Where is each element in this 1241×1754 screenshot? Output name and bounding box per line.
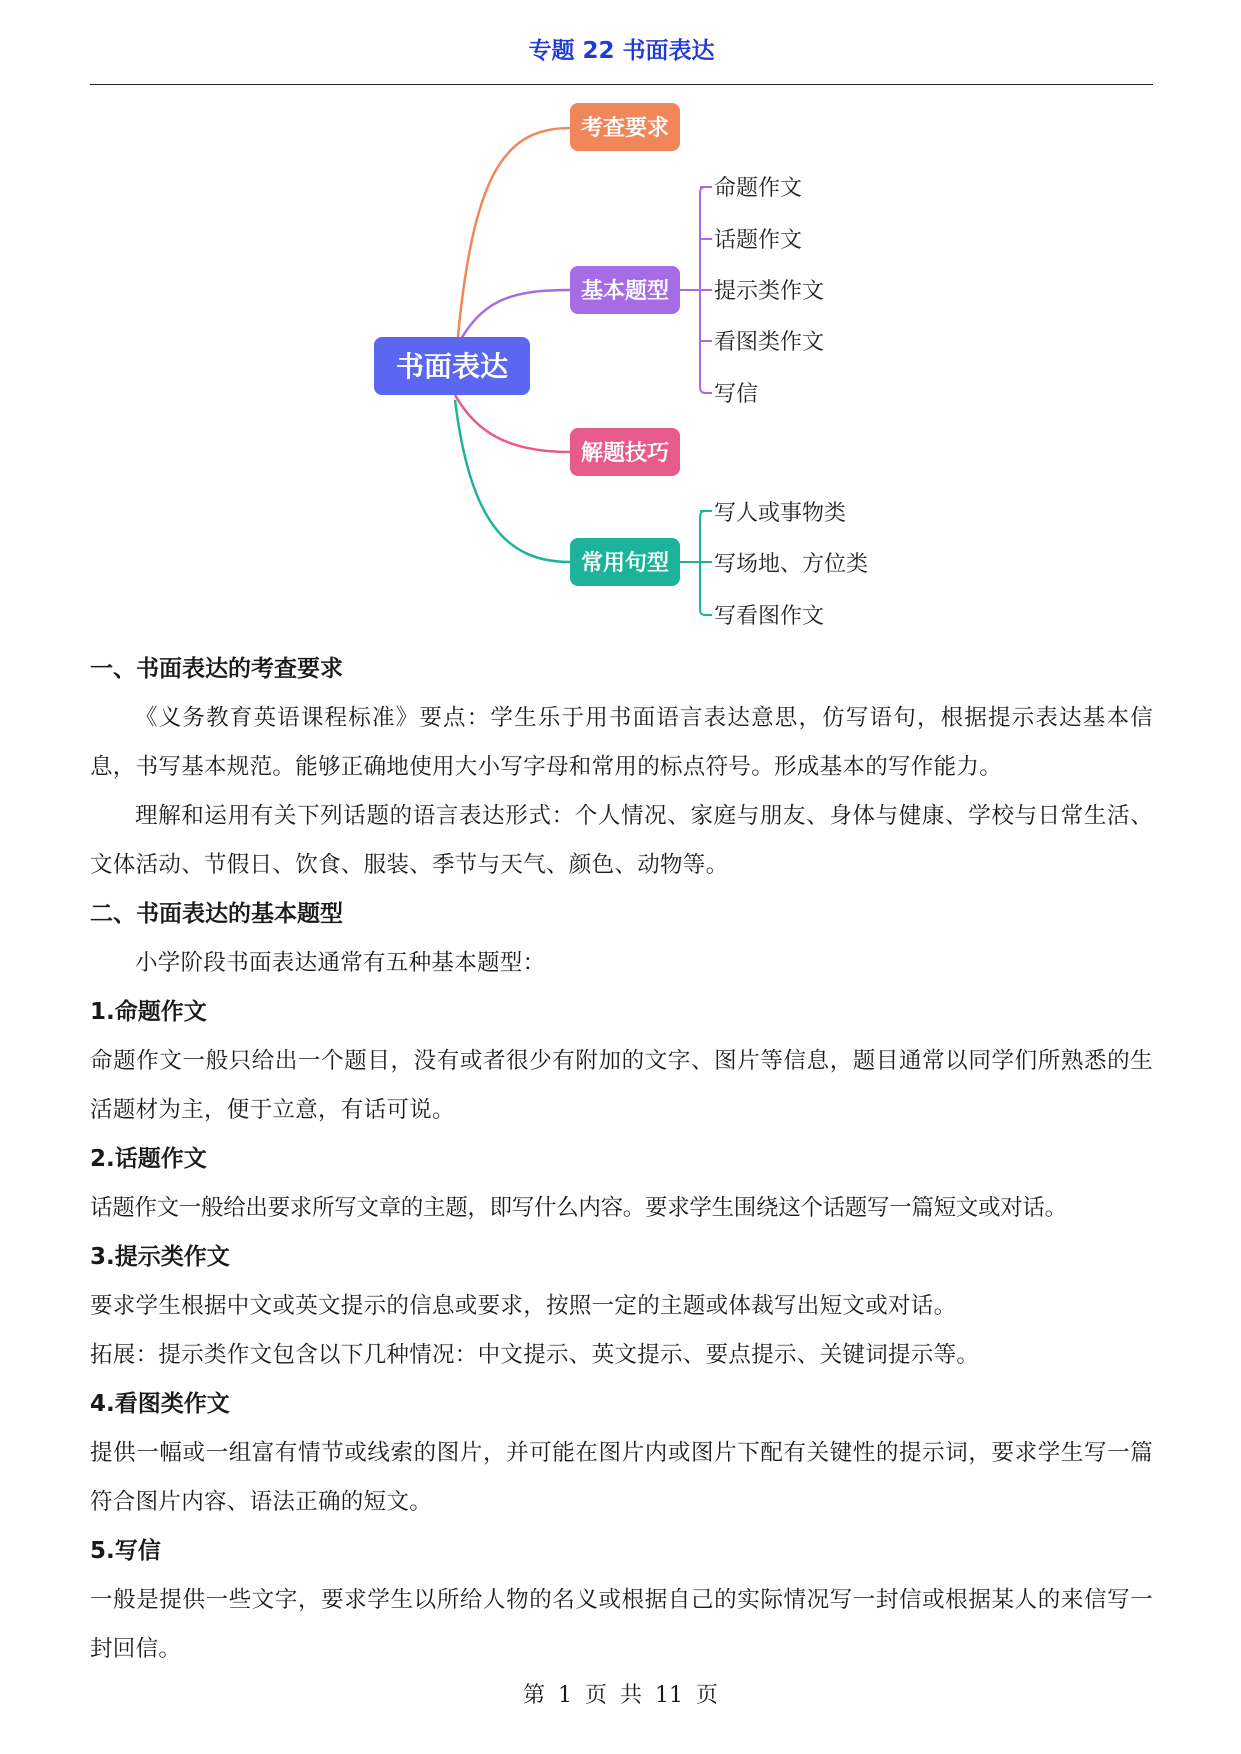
page-footer: 第 1 页 共 11 页	[523, 1683, 718, 1708]
branch-jiben	[570, 266, 680, 314]
branch-changyong	[570, 538, 680, 586]
section-1-paragraph-2: 理解和运用有关下列话题的语言表达形式：个人情况、家庭与朋友、身体与健康、学校与日常生活、文体活动、节假日、饮食、服装、季节与天气、颜色、动物等。	[90, 803, 1153, 878]
mindmap-root	[374, 337, 530, 395]
branch-jiben-label: 基本题型	[580, 279, 670, 304]
child-huati: 话题作文	[714, 228, 803, 253]
connector-jieti	[455, 395, 570, 452]
connector-changyong	[455, 400, 570, 562]
type-5-body: 一般是提供一些文字，要求学生以所给人物的名义或根据自己的实际情况写一封信或根据某人的来信写一封回信。	[90, 1587, 1153, 1662]
child-kantu: 看图类作文	[714, 330, 825, 355]
mind-map	[0, 0, 1241, 640]
child-xieren: 写人或事物类	[714, 501, 847, 526]
child-xiekantu: 写看图作文	[714, 604, 825, 629]
branch-kaocha	[570, 103, 680, 151]
branch-jieti-label: 解题技巧	[580, 441, 670, 466]
type-3-extension: 拓展：提示类作文包含以下几种情况：中文提示、英文提示、要点提示、关键词提示等。	[90, 1342, 980, 1368]
branch-changyong-label: 常用句型	[580, 551, 670, 576]
changyong-children-bracket	[680, 511, 712, 615]
child-xiechangdi: 写场地、方位类	[714, 552, 869, 577]
type-2-title: 2.话题作文	[90, 1146, 207, 1172]
jiben-children	[714, 176, 824, 407]
document-body	[90, 645, 1153, 1674]
child-xiexin: 写信	[714, 382, 759, 407]
type-4-title: 4.看图类作文	[90, 1391, 230, 1417]
mindmap-root-label: 书面表达	[395, 350, 509, 383]
type-2-body: 话题作文一般给出要求所写文章的主题，即写什么内容。要求学生围绕这个话题写一篇短文或对话。	[90, 1195, 1067, 1221]
branch-jieti	[570, 428, 680, 476]
type-3-body: 要求学生根据中文或英文提示的信息或要求，按照一定的主题或体裁写出短文或对话。	[90, 1293, 957, 1319]
page-title: 专题 22 书面表达	[528, 38, 715, 64]
type-5-title: 5.写信	[90, 1538, 161, 1564]
section-1-heading: 一、书面表达的考查要求	[90, 656, 343, 682]
type-4-body: 提供一幅或一组富有情节或线索的图片，并可能在图片内或图片下配有关键性的提示词，要求学生写一篇符合图片内容、语法正确的短文。	[90, 1440, 1153, 1515]
branch-kaocha-label: 考查要求	[580, 116, 670, 141]
section-1-paragraph-1: 《义务教育英语课程标准》要点：学生乐于用书面语言表达意思，仿写语句，根据提示表达基本信息，书写基本规范。能够正确地使用大小写字母和常用的标点符号。形成基本的写作能力。	[90, 705, 1153, 780]
child-tishi: 提示类作文	[714, 279, 825, 304]
section-2-heading: 二、书面表达的基本题型	[90, 901, 343, 927]
child-mingti: 命题作文	[714, 176, 803, 201]
type-3-title: 3.提示类作文	[90, 1244, 230, 1270]
connector-kaocha	[455, 128, 570, 370]
jiben-children-bracket	[680, 187, 712, 393]
changyong-children	[714, 501, 868, 629]
type-1-body: 命题作文一般只给出一个题目，没有或者很少有附加的文字、图片等信息，题目通常以同学们所熟悉的生活题材为主，便于立意，有话可说。	[90, 1048, 1153, 1123]
section-2-intro: 小学阶段书面表达通常有五种基本题型：	[135, 950, 546, 976]
type-1-title: 1.命题作文	[90, 999, 207, 1025]
